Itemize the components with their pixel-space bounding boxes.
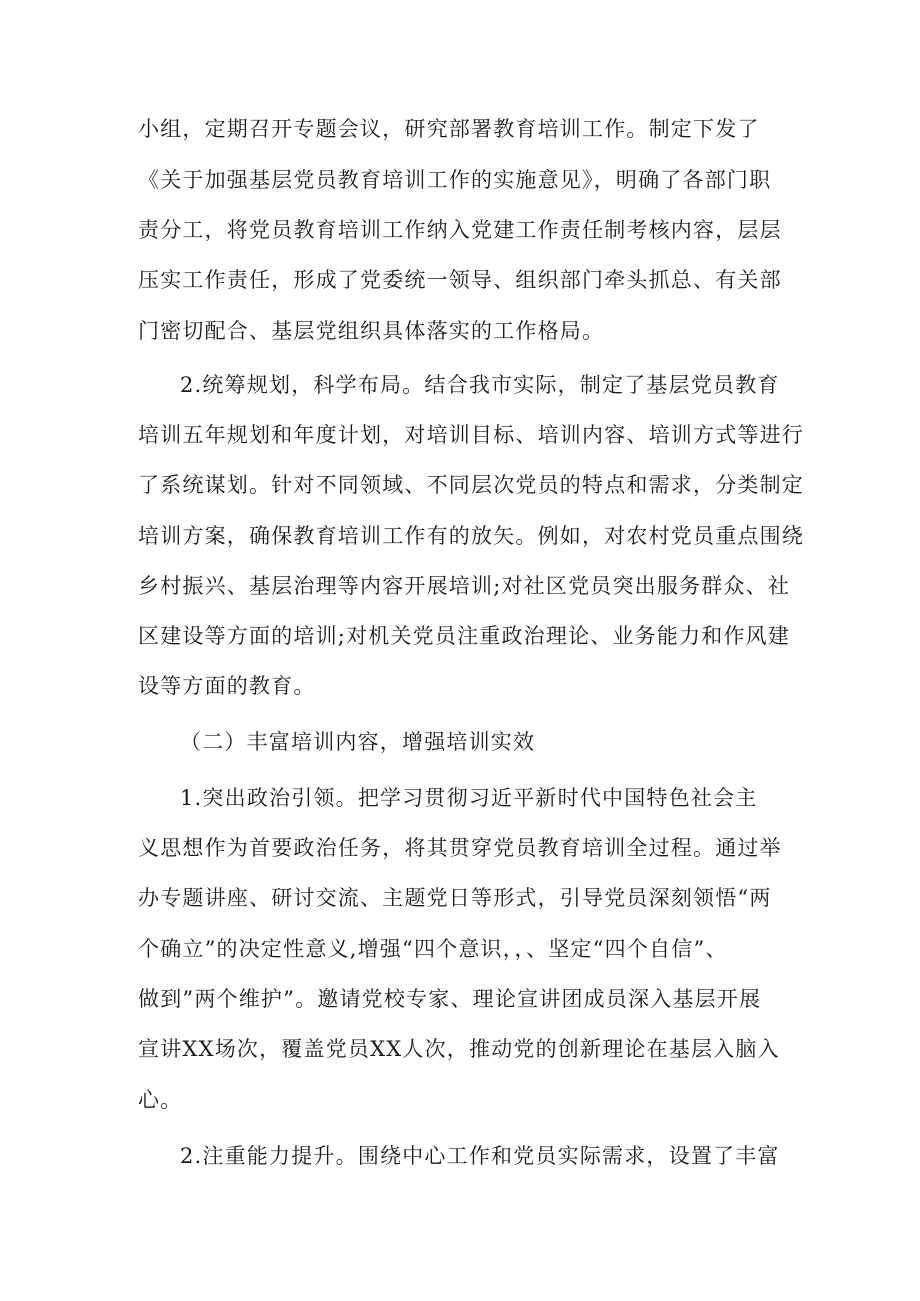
text-line: 心。 bbox=[138, 1088, 183, 1112]
text-line: 门密切配合、基层党组织具体落实的工作格局。 bbox=[138, 319, 605, 343]
text-line: 乡村振兴、基层治理等内容开展培训;对社区党员突出服务群众、社 bbox=[138, 574, 791, 598]
text-line: 责分工，将党员教育培训工作纳入党建工作责任制考核内容，层层 bbox=[138, 218, 782, 242]
text-line: 小组，定期召开专题会议，研究部署教育培训工作。制定下发了 bbox=[138, 117, 760, 141]
paragraph-start: 2.统筹规划，科学布局。结合我市实际，制定了基层党员教育 bbox=[180, 373, 780, 397]
paragraph-start: 2.注重能力提升。围绕中心工作和党员实际需求，设置了丰富 bbox=[180, 1144, 780, 1168]
text-line: 义思想作为首要政治任务，将其贯穿党员教育培训全过程。通过举 bbox=[138, 836, 782, 860]
text-line: 区建设等方面的培训;对机关党员注重政治理论、业务能力和作风建 bbox=[138, 624, 791, 648]
text-line: 《关于加强基层党员教育培训工作的实施意见》，明确了各部门职 bbox=[138, 168, 772, 192]
text-line: 个确立”的决定性意义,增强“四个意识，，、坚定“四个自信”、 bbox=[138, 937, 728, 961]
text-line: 做到”两个维护”。邀请党校专家、理论宣讲团成员深入基层开展 bbox=[138, 987, 762, 1011]
text-line: 了系统谋划。针对不同领域、不同层次党员的特点和需求，分类制定 bbox=[138, 473, 804, 497]
paragraph-start: 1.突出政治引领。把学习贯彻习近平新时代中国特色社会主 bbox=[180, 786, 758, 810]
section-heading: （二）丰富培训内容，增强培训实效 bbox=[180, 730, 536, 754]
text-line: 办专题讲座、研讨交流、主题党日等形式，引导党员深刻领悟“两 bbox=[138, 886, 772, 910]
text-line: 培训五年规划和年度计划，对培训目标、培训内容、培训方式等进行 bbox=[138, 423, 804, 447]
text-line: 设等方面的教育。 bbox=[138, 674, 316, 698]
text-line: 培训方案，确保教育培训工作有的放矢。例如，对农村党员重点围绕 bbox=[138, 524, 804, 548]
text-line: 宣讲XX场次，覆盖党员XX人次，推动党的创新理论在基层入脑入 bbox=[138, 1037, 780, 1061]
text-line: 压实工作责任，形成了党委统一领导、组织部门牵头抓总、有关部 bbox=[138, 268, 782, 292]
